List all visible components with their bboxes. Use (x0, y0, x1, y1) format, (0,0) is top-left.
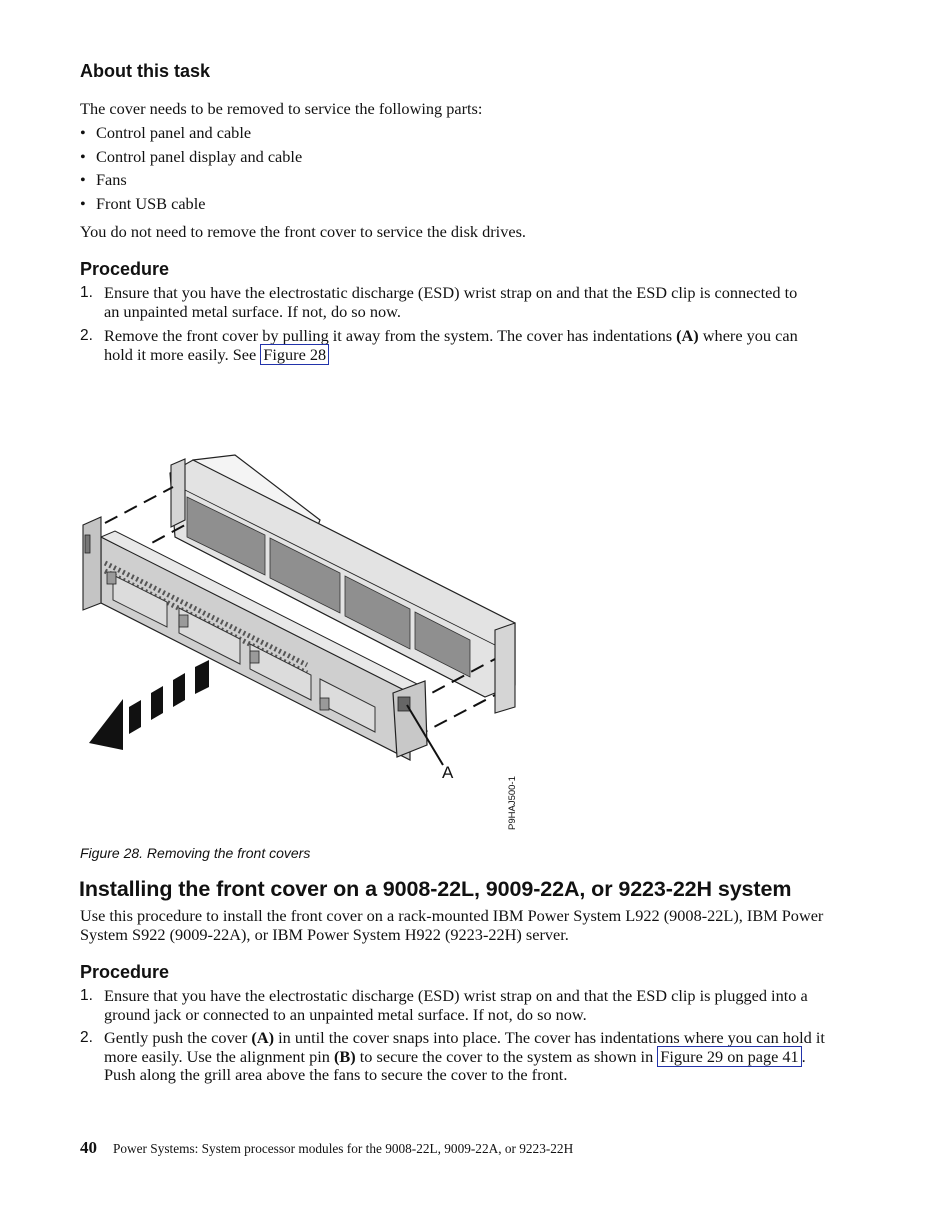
callout-ref: (A) (251, 1028, 275, 1047)
step-text: in until the cover snaps into place. The cover has indentations where you can hold it more easily. Use the alignment pin (104, 1028, 825, 1066)
pull-direction-arrow (89, 660, 209, 750)
list-item: • Control panel and cable (80, 123, 840, 147)
footer-text: Power Systems: System processor modules for the 9008-22L, 9009-22A, or 9223-22H (113, 1141, 574, 1156)
procedure-heading-2: Procedure (80, 962, 170, 982)
step-text: Ensure that you have the electrostatic discharge (ESD) wrist strap on and that the ESD clip is connected to an unpainted metal surface. If not, do so now. (104, 283, 798, 321)
page-footer (80, 1138, 573, 1158)
page-number: 40 (80, 1138, 97, 1157)
step-number: 1. (80, 987, 93, 1004)
procedure-steps (80, 284, 815, 364)
list-item (80, 1029, 840, 1085)
list-item (80, 284, 815, 321)
step-number: 2. (80, 1029, 93, 1046)
procedure-steps-2 (80, 987, 840, 1085)
front-cover-removal-illustration (75, 445, 535, 840)
install-intro: Use this procedure to install the front cover on a rack-mounted IBM Power System L922 (9008-22L), IBM Power System S922 (9009-22A), or IBM Power System H922 (9223-22H) server. (80, 906, 824, 944)
figure-28-link[interactable]: Figure 28 (260, 344, 329, 365)
list-item: • Front USB cable (80, 194, 840, 218)
parts-list (80, 123, 840, 218)
callout-ref: (A) (676, 326, 699, 345)
about-intro: The cover needs to be removed to service the following parts: (80, 99, 483, 118)
step-text: Remove the front cover by pulling it away from the system. The cover has indentations (104, 326, 677, 345)
figure-code: P9HAJ500-1 (507, 776, 518, 830)
figure-29-link[interactable]: Figure 29 on page 41 (657, 1046, 801, 1067)
procedure-heading: Procedure (80, 259, 170, 279)
callout-ref: (B) (334, 1046, 356, 1066)
about-note: You do not need to remove the front cover to service the disk drives. (80, 222, 526, 241)
step-text: Gently push the cover (104, 1028, 252, 1047)
step-text: . Push along the grill area above the fans to secure the cover to the front. (104, 1046, 806, 1084)
list-item: • Control panel display and cable (80, 147, 840, 171)
step-number: 2. (80, 327, 93, 344)
list-item (80, 987, 840, 1024)
about-heading: About this task (80, 61, 211, 81)
step-text: Ensure that you have the electrostatic discharge (ESD) wrist strap on and that the ESD clip is plugged into a ground jack or connected to an unpainted metal surface. If not, do so now. (104, 986, 808, 1024)
step-text: where you can hold it more easily. See (104, 326, 798, 364)
list-item (80, 327, 815, 364)
step-text: to secure the cover to the system as shown in (355, 1046, 658, 1066)
list-item: • Fans (80, 170, 840, 194)
section-title: Installing the front cover on a 9008-22L, 9009-22A, or 9223-22H system (79, 877, 792, 901)
figure-caption: Figure 28. Removing the front covers (80, 845, 311, 861)
step-number: 1. (80, 284, 93, 301)
callout-a-label: A (442, 763, 454, 782)
